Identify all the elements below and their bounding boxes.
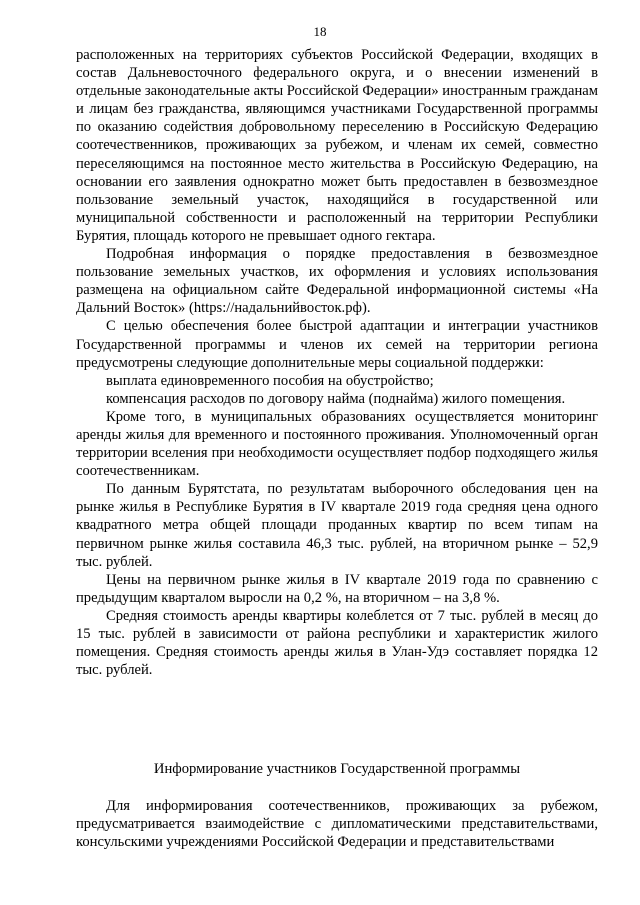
document-body (76, 46, 598, 679)
page-number: 18 (313, 24, 327, 39)
paragraph-price-growth: Цены на первичном рынке жилья в IV квартале 2019 года по сравнению с предыдущим кварталом выросли на 0,2 %, на вторичном – на 3,8 %. (76, 571, 598, 606)
paragraph-informing: Для информирования соотечественников, проживающих за рубежом, предусматривается взаимодействие с дипломатическими представительствами, консульскими учреждениями Российской Федерации и представительствами (76, 798, 598, 851)
paragraph-housing-monitoring: Кроме того, в муниципальных образованиях осуществляется мониторинг аренды жилья для временного и постоянного проживания. Уполномоченный орган территории вселения при необходимости осуществляет подбор подходящего жилья соотечественникам. (76, 408, 598, 480)
paragraph-rent-cost: Средняя стоимость аренды квартиры колеблется от 7 тыс. рублей в месяц до 15 тыс. рублей в зависимости от района республики и характеристик жилого помещения. Средняя стоимость аренды жилья в Улан-Удэ составляет порядка 12 тыс. рублей. (76, 607, 598, 679)
paragraph-land-plot: расположенных на территориях субъектов Российской Федерации, входящих в состав Дальневосточного федерального округа, и о внесении изменений в отдельные законодательные акты Российской Федерации» иностранным гражданам и лицам без гражданства, являющимся участниками Государственной программы по оказанию содействия добровольному переселению в Российскую Федерацию соотечественников, проживающих за рубежом, и членам их семей, совместно переселяющимся на постоянное место жительства в Российскую Федерацию, на основании его заявления однократно может быть предоставлен в безвозмездное пользование земельный участок, находящийся в государственной или муниципальной собственности и расположенный на территории Республики Бурятия, площадь которого не превышает одного гектара. (76, 47, 598, 244)
list-item-allowance: выплата единовременного пособия на обустройство; (106, 372, 434, 389)
paragraph-detailed-info: Подробная информация о порядке предоставления в безвозмездное пользование земельных участков, их оформления и условиях использования размещена на официальном сайте Федеральной информационной системы «На Дальний Восток» (https://надальнийвосток.рф). (76, 246, 598, 317)
paragraph-adaptation-measures: С целью обеспечения более быстрой адаптации и интеграции участников Государственной программы и членов их семей на территории региона предусмотрены следующие дополнительные меры социальной поддержки: (76, 318, 598, 371)
section-heading: Информирование участников Государственной программы (153, 761, 521, 777)
list-item-rent-compensation: компенсация расходов по договору найма (поднайма) жилого помещения. (106, 390, 566, 407)
section-body (76, 797, 598, 851)
paragraph-housing-prices: По данным Бурятстата, по результатам выборочного обследования цен на рынке жилья в Республике Бурятия в IV квартале 2019 года средняя цена одного квадратного метра общей площади проданных квартир по всем типам на первичном рынке жилья составила 46,3 тыс. рублей, на вторичном рынке – 52,9 тыс. рублей. (76, 481, 598, 570)
